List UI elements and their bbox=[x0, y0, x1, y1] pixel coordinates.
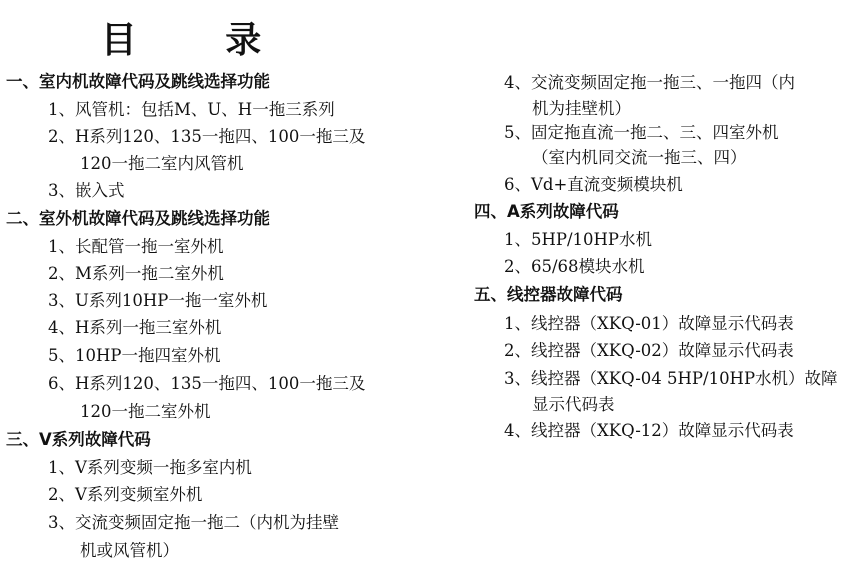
toc-section-2: 二、室外机故障代码及跳线选择功能 bbox=[6, 209, 270, 228]
toc-item: 5、10HP一拖四室外机 bbox=[48, 346, 221, 365]
toc-item: 1、线控器（XKQ-01）故障显示代码表 bbox=[504, 314, 794, 333]
toc-item: 3、嵌入式 bbox=[48, 181, 125, 200]
toc-section-1: 一、室内机故障代码及跳线选择功能 bbox=[6, 72, 270, 91]
toc-item: 1、V系列变频一拖多室内机 bbox=[48, 458, 252, 477]
toc-item: 4、H系列一拖三室外机 bbox=[48, 318, 222, 337]
page-title: 目 录 bbox=[100, 19, 300, 61]
toc-item: 2、H系列120、135一拖四、100一拖三及 bbox=[48, 127, 366, 146]
toc-item-continuation: 120一拖二室内风管机 bbox=[80, 154, 244, 173]
toc-item-continuation: 机或风管机） bbox=[80, 541, 179, 560]
toc-item-continuation: （室内机同交流一拖三、四） bbox=[532, 148, 747, 167]
toc-item: 6、Vd+直流变频模块机 bbox=[504, 175, 683, 194]
toc-section-5: 五、线控器故障代码 bbox=[474, 285, 623, 304]
toc-item: 4、交流变频固定拖一拖三、一拖四（内 bbox=[504, 73, 795, 92]
toc-section-3: 三、V系列故障代码 bbox=[6, 430, 151, 449]
toc-section-4: 四、A系列故障代码 bbox=[474, 202, 619, 221]
toc-item: 2、V系列变频室外机 bbox=[48, 485, 203, 504]
toc-item-continuation: 机为挂壁机） bbox=[532, 99, 631, 118]
toc-item: 6、H系列120、135一拖四、100一拖三及 bbox=[48, 374, 366, 393]
toc-item-continuation: 显示代码表 bbox=[532, 395, 615, 414]
toc-item-continuation: 120一拖二室外机 bbox=[80, 402, 211, 421]
toc-item: 1、风管机：包括M、U、H一拖三系列 bbox=[48, 100, 335, 119]
toc-item: 3、交流变频固定拖一拖二（内机为挂壁 bbox=[48, 513, 339, 532]
toc-item: 3、线控器（XKQ-04 5HP/10HP水机）故障 bbox=[504, 369, 838, 388]
toc-item: 3、U系列10HP一拖一室外机 bbox=[48, 291, 268, 310]
toc-item: 2、线控器（XKQ-02）故障显示代码表 bbox=[504, 341, 794, 360]
toc-item: 1、5HP/10HP水机 bbox=[504, 230, 653, 249]
toc-item: 5、固定拖直流一拖二、三、四室外机 bbox=[504, 123, 779, 142]
toc-item: 2、M系列一拖二室外机 bbox=[48, 264, 224, 283]
toc-item: 2、65/68模块水机 bbox=[504, 257, 645, 276]
toc-item: 4、线控器（XKQ-12）故障显示代码表 bbox=[504, 421, 794, 440]
toc-item: 1、长配管一拖一室外机 bbox=[48, 237, 224, 256]
